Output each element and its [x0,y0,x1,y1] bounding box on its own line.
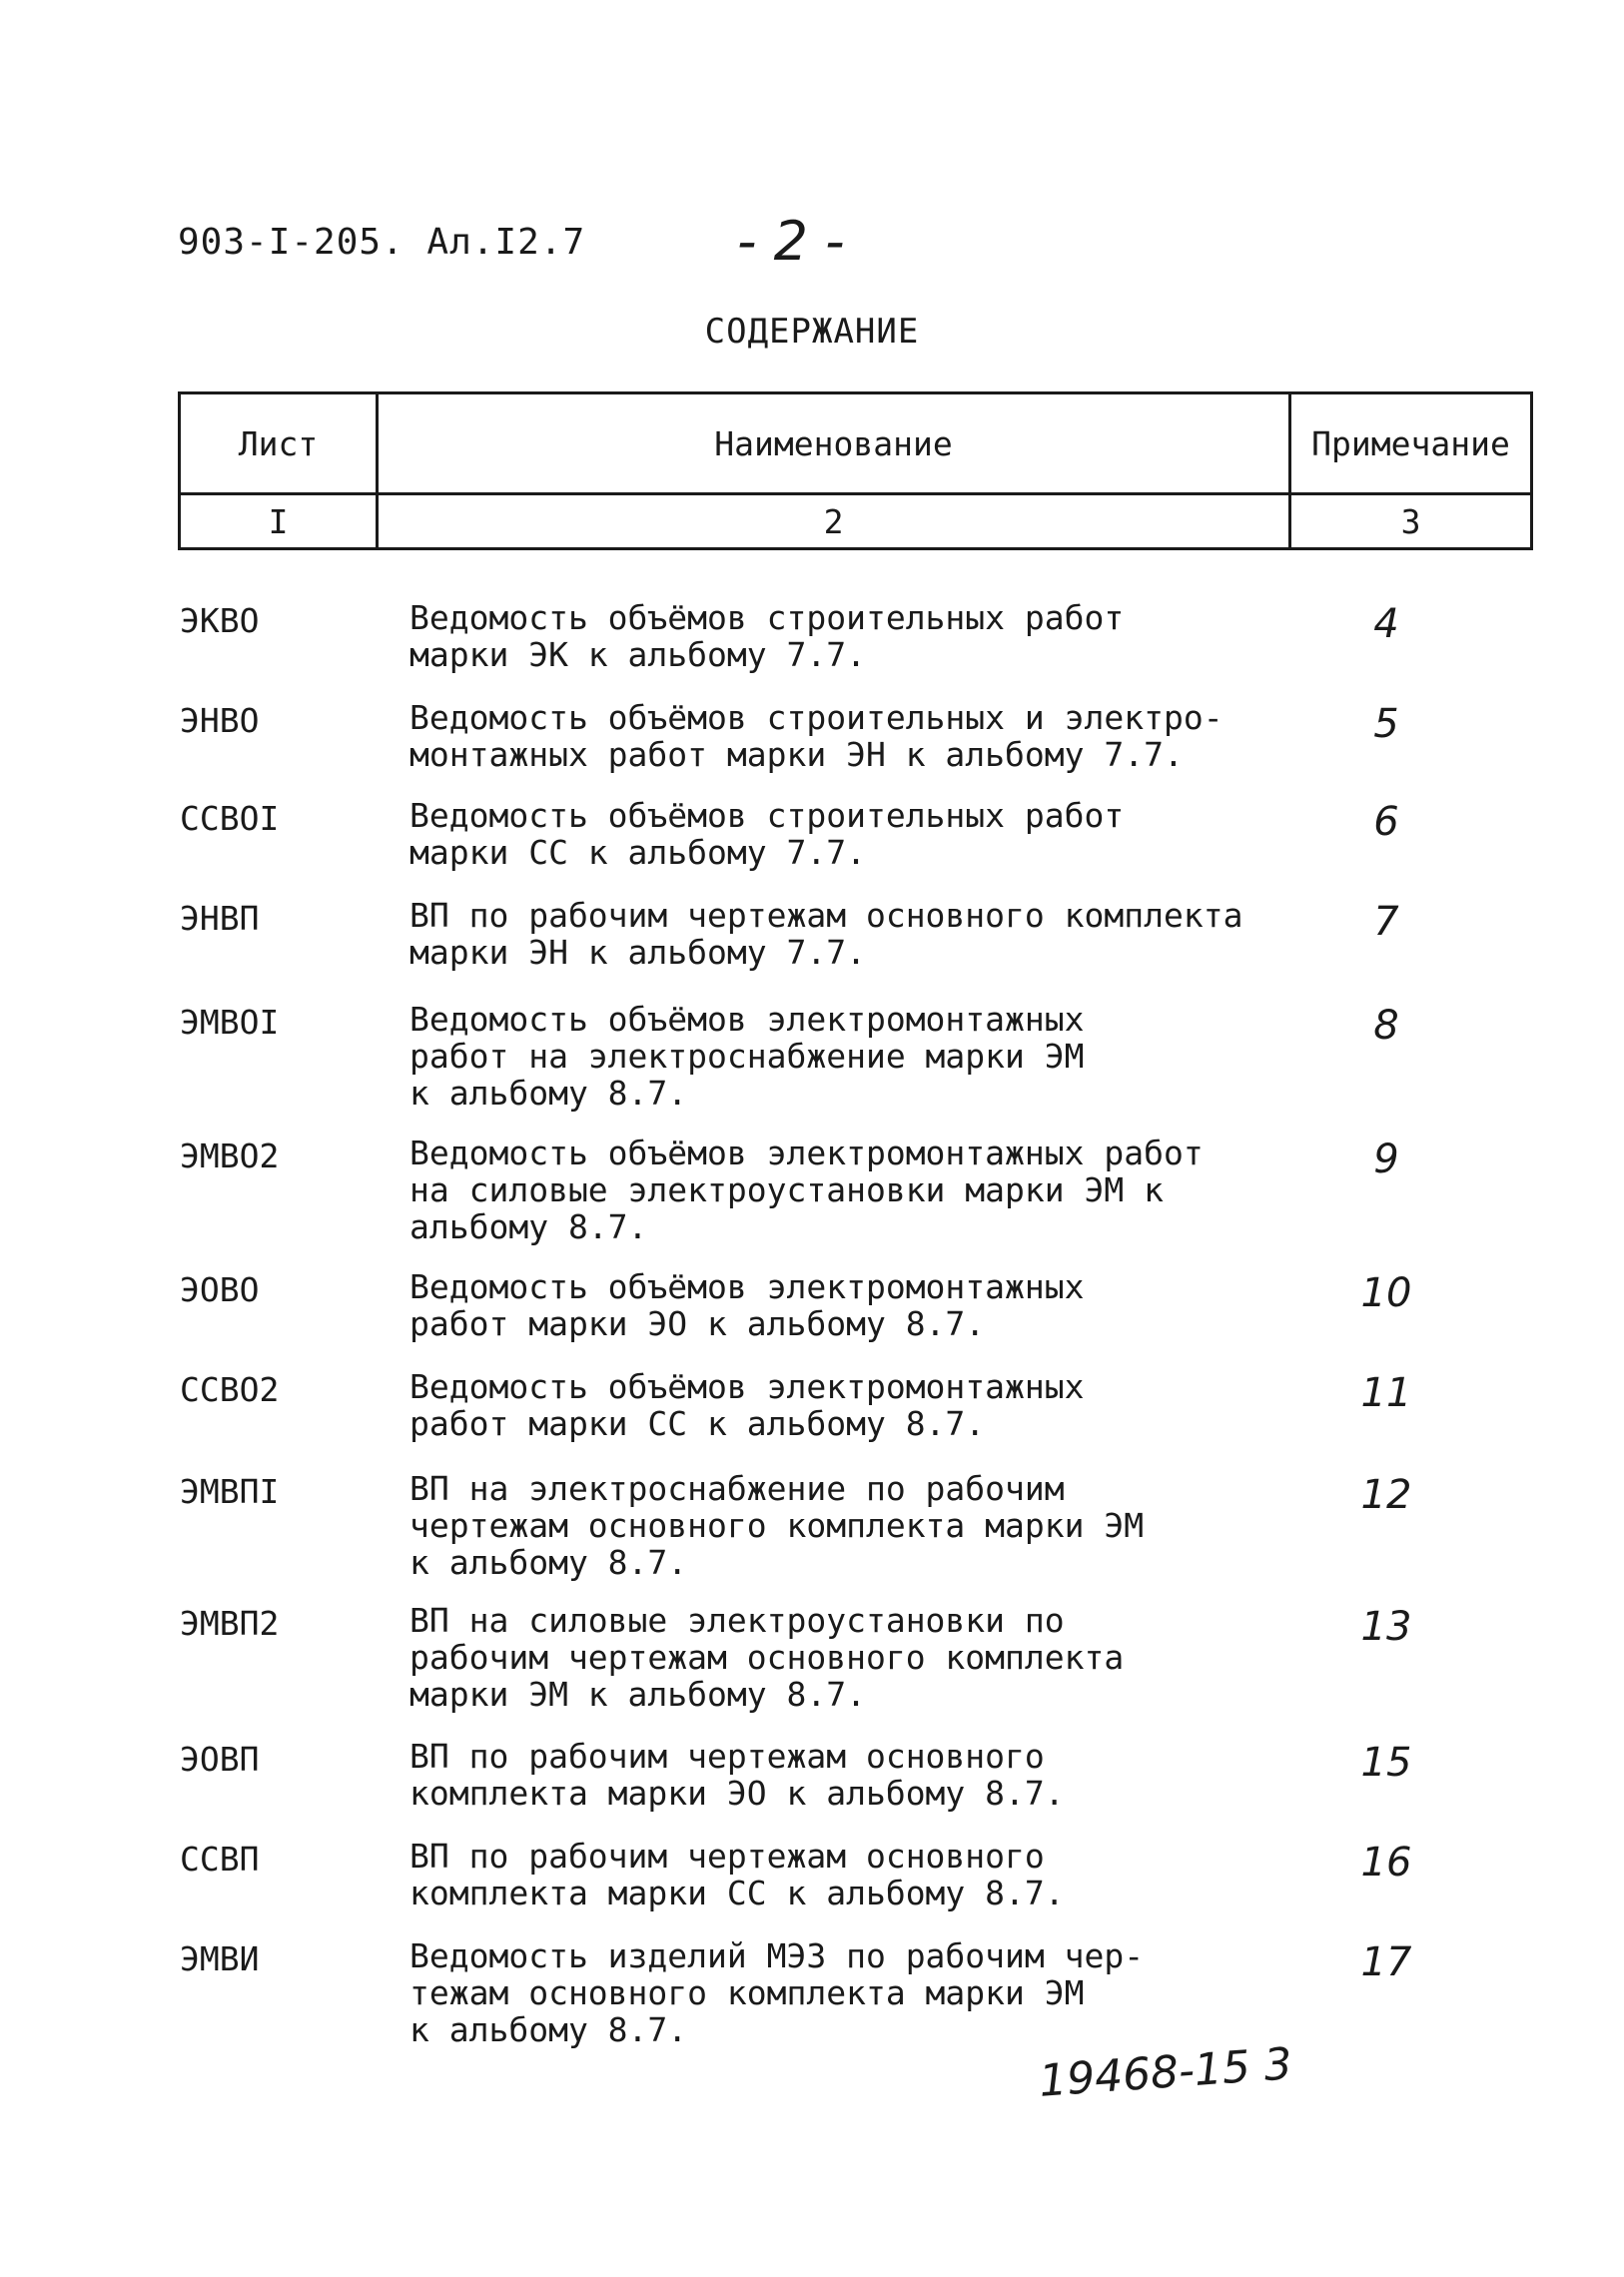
entry-sheet-number: 7 [1373,899,1399,945]
entry-name: Ведомость объёмов электромонтажных работ марки ЭО к альбому 8.7. [409,1267,1085,1343]
entry-sheet-number: 17 [1360,1939,1412,1985]
entry-sheet-number: 5 [1373,701,1399,747]
document-code: 903-I-205. Ал.I2.7 [178,222,586,263]
entry-code: ЭОВО [180,1270,260,1309]
entry-name: Ведомость изделий МЭЗ по рабочим чер- тежам основного комплекта марки ЭМ к альбому 8.7. [409,1936,1145,2049]
column-number-2: 2 [378,494,1290,549]
entry-code: ЭМВП2 [180,1604,280,1643]
column-header-sheet: Лист [180,393,378,494]
entry-name: Ведомость объёмов электромонтажных работ на электроснабжение марки ЭМ к альбому 8.7. [409,1000,1085,1113]
entry-sheet-number: 12 [1360,1472,1412,1518]
entry-code: ССВО2 [180,1370,280,1409]
entry-code: ЭМВПI [180,1472,280,1511]
column-header-name: Наименование [378,393,1290,494]
entry-sheet-number: 15 [1360,1740,1412,1786]
entry-code: ССВП [180,1840,260,1879]
entry-code: ЭНВП [180,899,260,938]
entry-name: Ведомость объёмов электромонтажных работ марки СС к альбому 8.7. [409,1367,1085,1443]
page-number: - 2 - [737,210,845,273]
entry-sheet-number: 13 [1360,1604,1412,1650]
column-header-note: Примечание [1290,393,1532,494]
entry-sheet-number: 9 [1373,1137,1399,1182]
entry-name: ВП по рабочим чертежам основного комплекта марки ЭН к альбому 7.7. [409,896,1243,972]
entry-name: Ведомость объёмов строительных и электро- монтажных работ марки ЭН к альбому 7.7. [409,698,1223,774]
entry-sheet-number: 10 [1360,1270,1412,1316]
entry-code: ЭНВО [180,701,260,740]
entry-name: Ведомость объёмов строительных работ марки СС к альбому 7.7. [409,796,1125,872]
column-number-1: I [180,494,378,549]
contents-table-header [178,391,1533,550]
inventory-number: 19468-15 3 [1037,2038,1294,2107]
entry-code: ЭОВП [180,1740,260,1779]
entry-code: ЭМВИ [180,1939,260,1978]
entry-code: ЭМВОI [180,1003,280,1042]
contents-title: СОДЕРЖАНИЕ [704,312,920,352]
entry-sheet-number: 16 [1360,1840,1412,1886]
entry-name: Ведомость объёмов строительных работ марки ЭК к альбому 7.7. [409,598,1125,674]
entry-name: ВП по рабочим чертежам основного комплекта марки СС к альбому 8.7. [409,1837,1065,1912]
entry-name: ВП на силовые электроустановки по рабочим чертежам основного комплекта марки ЭМ к альбому 8.7. [409,1601,1125,1714]
entry-sheet-number: 6 [1373,799,1399,845]
entry-name: ВП по рабочим чертежам основного комплекта марки ЭО к альбому 8.7. [409,1737,1065,1813]
entry-code: ССВОI [180,799,280,838]
entry-code: ЭКВО [180,601,260,640]
entry-sheet-number: 11 [1360,1370,1412,1416]
entry-sheet-number: 8 [1373,1003,1399,1049]
column-number-3: 3 [1290,494,1532,549]
entry-name: Ведомость объёмов электромонтажных работ на силовые электроустановки марки ЭМ к альбому 8.7. [409,1134,1204,1246]
entry-name: ВП на электроснабжение по рабочим чертежам основного комплекта марки ЭМ к альбому 8.7. [409,1469,1145,1582]
entry-code: ЭМВО2 [180,1137,280,1175]
entry-sheet-number: 4 [1373,601,1399,647]
